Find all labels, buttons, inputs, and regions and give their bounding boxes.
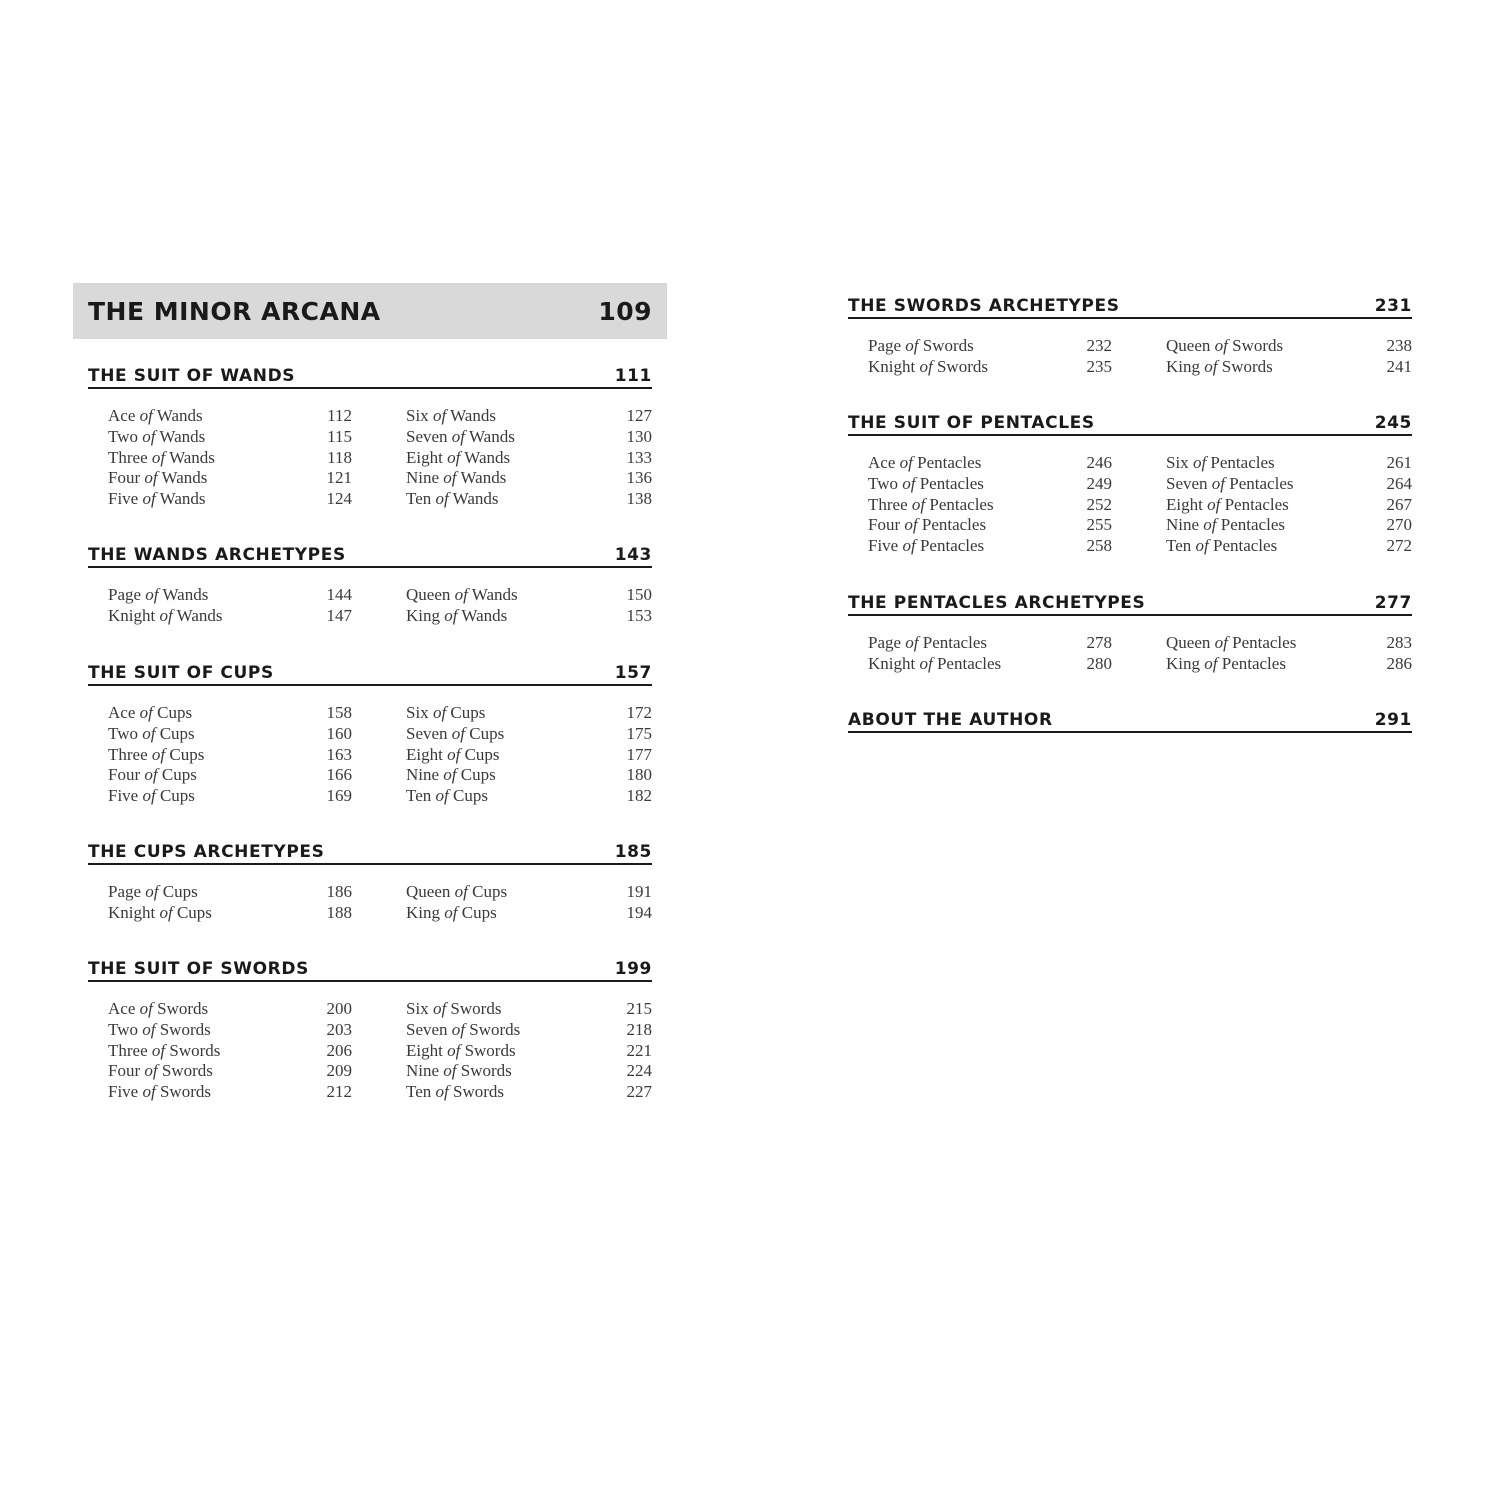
- entry-page: 286: [1386, 653, 1412, 673]
- entry-title: Four of Pentacles: [868, 515, 987, 535]
- toc-entry-nine-of-wands[interactable]: [406, 467, 652, 488]
- entry-page: 249: [1086, 473, 1112, 493]
- entry-title: King of Swords: [1166, 356, 1273, 376]
- section-page: 185: [614, 842, 652, 862]
- entry-title: Six of Swords: [406, 999, 502, 1018]
- entry-list: [848, 452, 1412, 556]
- section-heading[interactable]: [88, 364, 652, 389]
- toc-entry-knight-of-pentacles[interactable]: [868, 653, 1112, 674]
- toc-entry-four-of-swords[interactable]: [108, 1060, 352, 1081]
- entry-page: 258: [1086, 536, 1112, 556]
- entry-page: 166: [326, 765, 352, 785]
- entry-page: 246: [1086, 453, 1112, 472]
- entry-page: 278: [1086, 633, 1112, 652]
- entry-page: 115: [327, 426, 352, 446]
- entry-page: 136: [626, 468, 652, 488]
- toc-entry-queen-of-pentacles[interactable]: [1166, 632, 1412, 653]
- part-header[interactable]: [73, 283, 667, 339]
- entry-page: 203: [326, 1019, 352, 1039]
- toc-entry-three-of-swords[interactable]: [108, 1040, 352, 1061]
- entry-page: 112: [327, 406, 352, 425]
- entry-page: 121: [326, 468, 352, 488]
- entry-page: 209: [326, 1061, 352, 1081]
- toc-entry-ten-of-cups[interactable]: [406, 785, 652, 806]
- entry-page: 215: [626, 999, 652, 1018]
- toc-section-the-suit-of-cups: [88, 661, 652, 806]
- entry-title: Two of Pentacles: [868, 473, 984, 493]
- entry-page: 261: [1386, 453, 1412, 472]
- entry-page: 169: [326, 786, 352, 806]
- entry-page: 272: [1386, 536, 1412, 556]
- entry-page: 118: [327, 447, 352, 467]
- entry-title: Seven of Pentacles: [1166, 473, 1294, 493]
- entry-page: 186: [326, 882, 352, 901]
- toc-entry-knight-of-cups[interactable]: [108, 902, 352, 923]
- entry-title: Eight of Pentacles: [1166, 494, 1289, 514]
- section-title: ABOUT THE AUTHOR: [848, 710, 1053, 730]
- entry-page: 163: [326, 744, 352, 764]
- toc-entry-four-of-wands[interactable]: [108, 467, 352, 488]
- entry-page: 218: [626, 1019, 652, 1039]
- entry-title: Knight of Pentacles: [868, 653, 1002, 673]
- toc-entry-seven-of-wands[interactable]: [406, 426, 652, 447]
- entry-title: Nine of Pentacles: [1166, 515, 1285, 535]
- toc-entry-four-of-pentacles[interactable]: [868, 514, 1112, 535]
- entry-title: Two of Cups: [108, 723, 195, 743]
- toc-entry-six-of-swords[interactable]: [406, 998, 652, 1019]
- entry-title: Two of Wands: [108, 426, 206, 446]
- entry-page: 200: [326, 999, 352, 1018]
- entry-title: Nine of Cups: [406, 765, 496, 785]
- entry-title: Seven of Wands: [406, 426, 515, 446]
- entry-page: 144: [326, 585, 352, 604]
- entry-page: 267: [1386, 494, 1412, 514]
- section-title: THE SUIT OF SWORDS: [88, 959, 309, 979]
- toc-section-the-pentacles-archetypes: [848, 591, 1412, 674]
- entry-page: 188: [326, 902, 352, 922]
- entry-list: [848, 632, 1412, 674]
- toc-entry-ace-of-cups[interactable]: [108, 702, 352, 723]
- entry-page: 235: [1086, 356, 1112, 376]
- entry-title: King of Cups: [406, 902, 497, 922]
- entry-title: Knight of Wands: [108, 605, 223, 625]
- entry-title: King of Wands: [406, 605, 508, 625]
- section-heading[interactable]: [88, 840, 652, 865]
- section-heading[interactable]: [848, 708, 1412, 733]
- entry-title: Ten of Swords: [406, 1082, 504, 1102]
- section-title: THE SWORDS ARCHETYPES: [848, 296, 1120, 316]
- toc-entry-ten-of-wands[interactable]: [406, 488, 652, 509]
- entry-title: Three of Cups: [108, 744, 205, 764]
- toc-entry-seven-of-cups[interactable]: [406, 723, 652, 744]
- section-heading[interactable]: [88, 543, 652, 568]
- entry-title: Queen of Cups: [406, 882, 508, 901]
- entry-title: Eight of Cups: [406, 744, 500, 764]
- entry-page: 212: [326, 1082, 352, 1102]
- section-page: 111: [614, 366, 652, 386]
- entry-title: Five of Pentacles: [868, 536, 985, 556]
- entry-title: Ace of Cups: [108, 703, 193, 722]
- section-page: 277: [1374, 593, 1412, 613]
- section-heading[interactable]: [848, 411, 1412, 436]
- entry-title: Eight of Wands: [406, 447, 511, 467]
- section-heading[interactable]: [88, 661, 652, 686]
- toc-entry-two-of-pentacles[interactable]: [868, 473, 1112, 494]
- toc-entry-page-of-pentacles[interactable]: [868, 632, 1112, 653]
- entry-page: 264: [1386, 473, 1412, 493]
- entry-title: Five of Wands: [108, 489, 206, 509]
- entry-title: King of Pentacles: [1166, 653, 1286, 673]
- section-heading[interactable]: [88, 957, 652, 982]
- toc-entry-five-of-pentacles[interactable]: [868, 535, 1112, 556]
- entry-title: Four of Swords: [108, 1061, 213, 1081]
- toc-entry-ten-of-swords[interactable]: [406, 1081, 652, 1102]
- toc-entry-eight-of-cups[interactable]: [406, 744, 652, 765]
- entry-page: 180: [626, 765, 652, 785]
- entry-page: 238: [1386, 336, 1412, 355]
- toc-entry-king-of-wands[interactable]: [406, 605, 652, 626]
- toc-entry-queen-of-swords[interactable]: [1166, 335, 1412, 356]
- entry-title: Two of Swords: [108, 1019, 211, 1039]
- entry-title: Six of Cups: [406, 703, 486, 722]
- entry-page: 227: [626, 1082, 652, 1102]
- toc-entry-nine-of-pentacles[interactable]: [1166, 514, 1412, 535]
- entry-page: 194: [626, 902, 652, 922]
- toc-entry-knight-of-swords[interactable]: [868, 356, 1112, 377]
- entry-page: 150: [626, 585, 652, 604]
- section-page: 245: [1374, 413, 1412, 433]
- section-title: THE PENTACLES ARCHETYPES: [848, 593, 1146, 613]
- entry-title: Page of Swords: [868, 336, 974, 355]
- toc-entry-six-of-wands[interactable]: [406, 405, 652, 426]
- toc-section-the-suit-of-swords: [88, 957, 652, 1102]
- toc-section-the-swords-archetypes: [848, 294, 1412, 377]
- entry-title: Four of Cups: [108, 765, 197, 785]
- toc-entry-eight-of-pentacles[interactable]: [1166, 494, 1412, 515]
- toc-entry-three-of-wands[interactable]: [108, 447, 352, 468]
- entry-page: 127: [626, 406, 652, 425]
- section-title: THE WANDS ARCHETYPES: [88, 545, 346, 565]
- entry-page: 172: [626, 703, 652, 722]
- toc-section-about-the-author: [848, 708, 1412, 733]
- toc-entry-ten-of-pentacles[interactable]: [1166, 535, 1412, 556]
- section-page: 157: [614, 663, 652, 683]
- toc-entry-two-of-wands[interactable]: [108, 426, 352, 447]
- entry-title: Ten of Wands: [406, 489, 499, 509]
- toc-entry-nine-of-cups[interactable]: [406, 764, 652, 785]
- entry-title: Ace of Swords: [108, 999, 209, 1018]
- entry-title: Queen of Wands: [406, 585, 518, 604]
- section-page: 291: [1374, 710, 1412, 730]
- entry-page: 133: [626, 447, 652, 467]
- toc-section-the-wands-archetypes: [88, 543, 652, 626]
- toc-entry-two-of-swords[interactable]: [108, 1019, 352, 1040]
- entry-title: Ten of Pentacles: [1166, 536, 1278, 556]
- entry-title: Nine of Swords: [406, 1061, 512, 1081]
- toc-entry-five-of-swords[interactable]: [108, 1081, 352, 1102]
- entry-title: Page of Wands: [108, 585, 209, 604]
- entry-title: Ace of Pentacles: [868, 453, 982, 472]
- section-heading[interactable]: [848, 591, 1412, 616]
- entry-page: 270: [1386, 515, 1412, 535]
- toc-entry-nine-of-swords[interactable]: [406, 1060, 652, 1081]
- section-title: THE SUIT OF PENTACLES: [848, 413, 1095, 433]
- entry-title: Nine of Wands: [406, 468, 507, 488]
- entry-title: Five of Cups: [108, 786, 195, 806]
- part-title: THE MINOR ARCANA: [88, 296, 381, 326]
- section-page: 199: [614, 959, 652, 979]
- entry-title: Page of Pentacles: [868, 633, 987, 652]
- entry-title: Six of Wands: [406, 406, 496, 425]
- entry-page: 241: [1386, 356, 1412, 376]
- toc-entry-six-of-pentacles[interactable]: [1166, 452, 1412, 473]
- entry-title: Page of Cups: [108, 882, 198, 901]
- entry-list: [88, 405, 652, 509]
- entry-page: 138: [626, 489, 652, 509]
- part-page: 109: [598, 296, 652, 326]
- entry-page: 158: [326, 703, 352, 722]
- entry-title: Ace of Wands: [108, 406, 203, 425]
- entry-title: Four of Wands: [108, 468, 208, 488]
- toc-entry-king-of-swords[interactable]: [1166, 356, 1412, 377]
- entry-page: 232: [1086, 336, 1112, 355]
- entry-title: Seven of Swords: [406, 1019, 521, 1039]
- entry-page: 175: [626, 723, 652, 743]
- toc-entry-page-of-swords[interactable]: [868, 335, 1112, 356]
- toc-section-the-suit-of-pentacles: [848, 411, 1412, 556]
- entry-list: [88, 702, 652, 806]
- toc-entry-king-of-pentacles[interactable]: [1166, 653, 1412, 674]
- entry-title: Knight of Cups: [108, 902, 212, 922]
- toc-entry-seven-of-pentacles[interactable]: [1166, 473, 1412, 494]
- entry-page: 280: [1086, 653, 1112, 673]
- entry-page: 252: [1086, 494, 1112, 514]
- toc-entry-six-of-cups[interactable]: [406, 702, 652, 723]
- toc-entry-three-of-pentacles[interactable]: [868, 494, 1112, 515]
- toc-entry-ace-of-swords[interactable]: [108, 998, 352, 1019]
- entry-list: [848, 335, 1412, 377]
- section-heading[interactable]: [848, 294, 1412, 319]
- entry-title: Eight of Swords: [406, 1040, 516, 1060]
- toc-entry-five-of-cups[interactable]: [108, 785, 352, 806]
- section-title: THE SUIT OF WANDS: [88, 366, 296, 386]
- entry-title: Three of Swords: [108, 1040, 221, 1060]
- section-title: THE SUIT OF CUPS: [88, 663, 274, 683]
- entry-title: Six of Pentacles: [1166, 453, 1275, 472]
- toc-entry-seven-of-swords[interactable]: [406, 1019, 652, 1040]
- toc-entry-five-of-wands[interactable]: [108, 488, 352, 509]
- entry-page: 153: [626, 605, 652, 625]
- entry-title: Three of Pentacles: [868, 494, 994, 514]
- entry-title: Seven of Cups: [406, 723, 505, 743]
- entry-title: Three of Wands: [108, 447, 215, 467]
- entry-page: 182: [626, 786, 652, 806]
- toc-entry-two-of-cups[interactable]: [108, 723, 352, 744]
- toc-entry-knight-of-wands[interactable]: [108, 605, 352, 626]
- toc-entry-queen-of-wands[interactable]: [406, 584, 652, 605]
- toc-entry-ace-of-wands[interactable]: [108, 405, 352, 426]
- entry-page: 177: [626, 744, 652, 764]
- entry-page: 255: [1086, 515, 1112, 535]
- toc-entry-queen-of-cups[interactable]: [406, 881, 652, 902]
- toc-entry-page-of-wands[interactable]: [108, 584, 352, 605]
- entry-page: 130: [626, 426, 652, 446]
- toc-entry-four-of-cups[interactable]: [108, 764, 352, 785]
- entry-title: Queen of Swords: [1166, 336, 1284, 355]
- toc-entry-page-of-cups[interactable]: [108, 881, 352, 902]
- entry-page: 160: [326, 723, 352, 743]
- entry-list: [88, 998, 652, 1102]
- entry-title: Five of Swords: [108, 1082, 211, 1102]
- entry-title: Ten of Cups: [406, 786, 488, 806]
- entry-page: 283: [1386, 633, 1412, 652]
- toc-entry-ace-of-pentacles[interactable]: [868, 452, 1112, 473]
- section-title: THE CUPS ARCHETYPES: [88, 842, 325, 862]
- entry-page: 124: [326, 489, 352, 509]
- toc-entry-eight-of-swords[interactable]: [406, 1040, 652, 1061]
- entry-page: 224: [626, 1061, 652, 1081]
- entry-page: 191: [626, 882, 652, 901]
- entry-page: 147: [326, 605, 352, 625]
- section-page: 143: [614, 545, 652, 565]
- toc-entry-king-of-cups[interactable]: [406, 902, 652, 923]
- toc-entry-eight-of-wands[interactable]: [406, 447, 652, 468]
- entry-list: [88, 584, 652, 626]
- toc-entry-three-of-cups[interactable]: [108, 744, 352, 765]
- entry-list: [88, 881, 652, 923]
- toc-section-the-cups-archetypes: [88, 840, 652, 923]
- entry-title: Queen of Pentacles: [1166, 633, 1297, 652]
- entry-page: 206: [326, 1040, 352, 1060]
- section-page: 231: [1374, 296, 1412, 316]
- entry-page: 221: [626, 1040, 652, 1060]
- entry-title: Knight of Swords: [868, 356, 988, 376]
- toc-section-the-suit-of-wands: [88, 364, 652, 509]
